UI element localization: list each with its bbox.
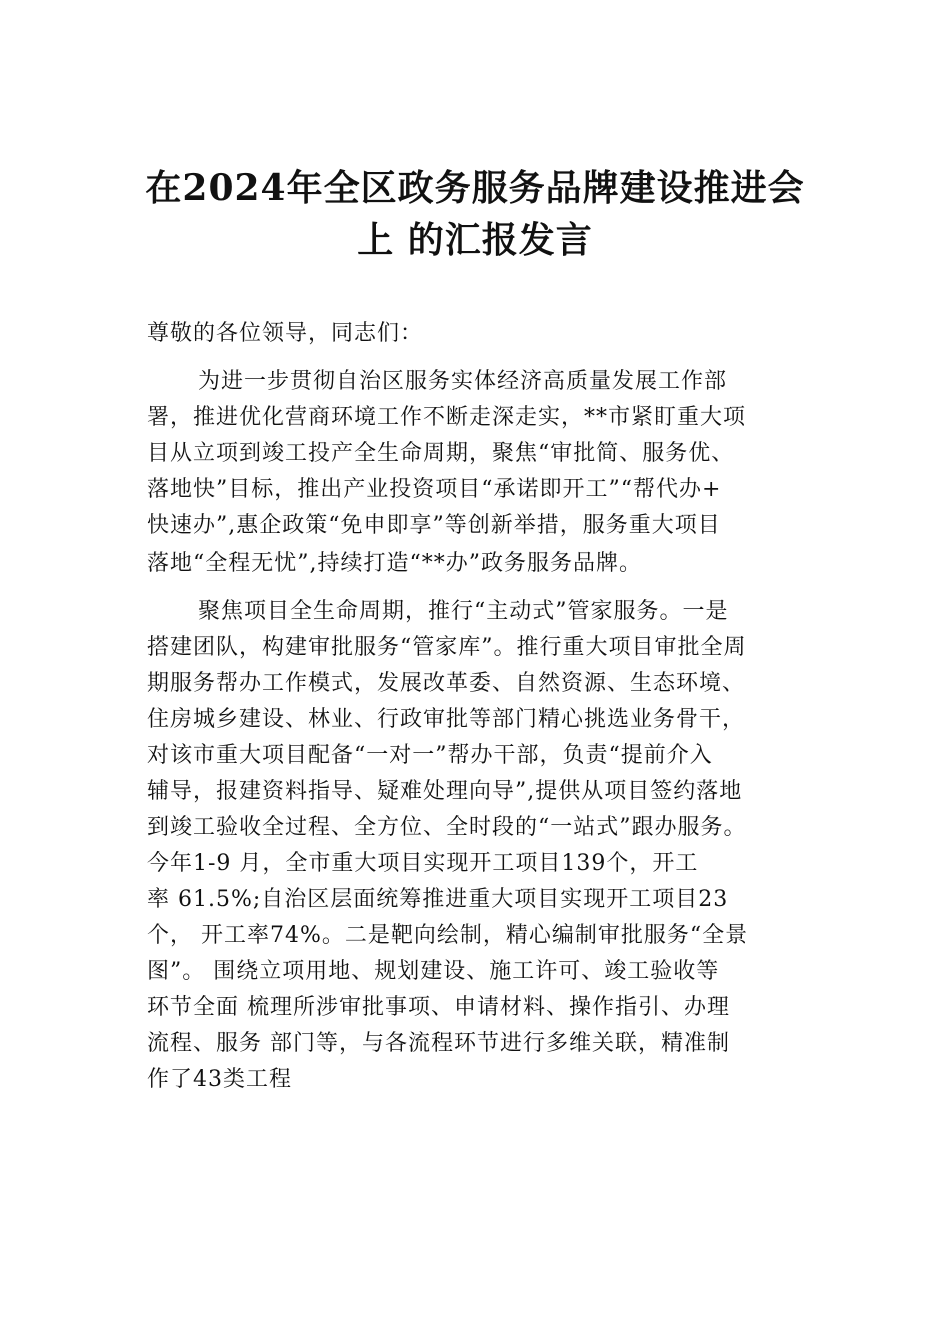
- document-title-line-2: 上 的汇报发言: [357, 219, 593, 261]
- paragraph-2-line-6: 辅导，报建资料指导、疑难处理向导”,提供从项目签约落地: [147, 779, 743, 804]
- paragraph-1-line-3: 目从立项到竣工投产全生命周期，聚焦“审批简、服务优、: [147, 441, 735, 466]
- paragraph-1-line-5: 快速办”,惠企政策“免申即享”等创新举措，服务重大项目: [147, 513, 721, 538]
- salutation: 尊敬的各位领导，同志们：: [147, 321, 424, 346]
- paragraph-2-line-11: 图”。 围绕立项用地、规划建设、施工许可、竣工验收等: [147, 959, 720, 984]
- paragraph-1-line-6: 落地“全程无忧”,持续打造“**办”政务服务品牌。: [147, 551, 642, 576]
- paragraph-2-line-2: 搭建团队，构建审批服务“管家库”。推行重大项目审批全周: [147, 635, 747, 660]
- paragraph-2-line-5: 对该市重大项目配备“一对一”帮办干部，负责“提前介入: [147, 743, 713, 768]
- paragraph-2-line-7: 到竣工验收全过程、全方位、全时段的“一站式”跟办服务。: [147, 815, 747, 840]
- paragraph-1-line-4: 落地快”目标，推出产业投资项目“承诺即开工”“帮代办+: [147, 477, 722, 502]
- paragraph-2-line-10: 个， 开工率74%。二是靶向绘制，精心编制审批服务“全景: [147, 923, 749, 948]
- paragraph-2-line-8: 今年1-9 月，全市重大项目实现开工项目139个，开工: [147, 851, 699, 876]
- paragraph-1-line-1: 为进一步贯彻自治区服务实体经济高质量发展工作部: [198, 369, 728, 394]
- paragraph-2-line-12: 环节全面 梳理所涉审批事项、申请材料、操作指引、办理: [147, 995, 730, 1020]
- paragraph-2-line-9: 率 61.5%;自治区层面统筹推进重大项目实现开工项目23: [147, 887, 729, 912]
- paragraph-2-line-3: 期服务帮办工作模式，发展改革委、自然资源、生态环境、: [147, 671, 746, 696]
- paragraph-2-line-1: 聚焦项目全生命周期，推行“主动式”管家服务。一是: [198, 599, 729, 624]
- paragraph-2-line-4: 住房城乡建设、林业、行政审批等部门精心挑选业务骨干，: [147, 707, 746, 732]
- paragraph-1-line-2: 署，推进优化营商环境工作不断走深走实，**市紧盯重大项: [147, 405, 747, 430]
- paragraph-2-line-14: 作了43类工程: [147, 1067, 292, 1092]
- paragraph-2-line-13: 流程、服务 部门等，与各流程环节进行多维关联，精准制: [147, 1031, 730, 1056]
- document-title-line-1: 在2024年全区政务服务品牌建设推进会: [145, 167, 805, 209]
